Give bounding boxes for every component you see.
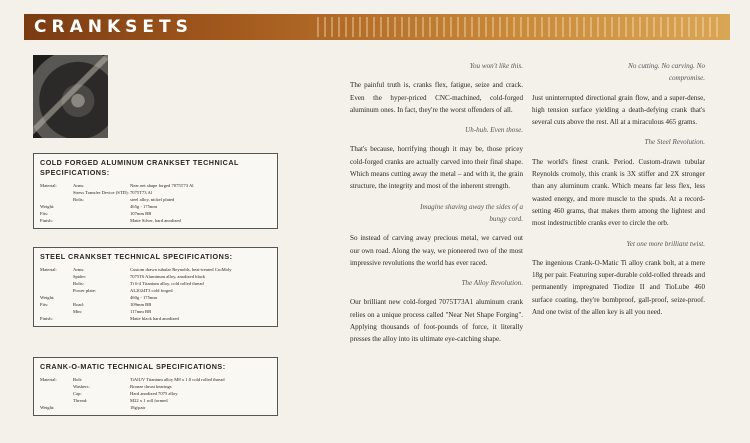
spec-cell: Road: xyxy=(73,302,84,307)
spec-cell xyxy=(73,315,130,322)
spec-cell: Matte Silver, hard anodized xyxy=(130,218,181,223)
spec-cell: Finish: xyxy=(40,316,53,321)
spec-cell xyxy=(73,404,130,411)
spec-cell: 107mm BB xyxy=(130,211,152,216)
spec-cell: Weight: xyxy=(40,405,55,410)
spec-cell: Ti 6-4 Titanium alloy, cold rolled thread xyxy=(130,281,204,286)
paragraph: The world's finest crank. Period. Custom-drawn tubular Reynolds cromoly, this crank is 3X stiffer and 2X stronger than any aluminum crank. Which means far less flex, less wasted energy, and more muscle to the spuds. At a record-setting 460 grams, that makes them among the lightest and most indestructible cranks ever to circle the orb. xyxy=(532,157,705,228)
spec-cell: 109mm BB xyxy=(130,302,152,307)
spec-title: COLD FORGED ALUMINUM CRANKSET TECHNICAL SPECIFICATIONS: xyxy=(40,158,239,177)
spec-cell: Bolts: xyxy=(73,281,84,286)
spec-cell: Finish: xyxy=(40,218,53,223)
spec-cell: 7075T6 Aluminum alloy, anodized black xyxy=(130,274,206,279)
spec-row xyxy=(40,196,271,203)
spec-cell: steel alloy, nickel plated xyxy=(130,197,175,202)
spec-row xyxy=(40,383,271,390)
crank-o-matic-spec-box xyxy=(33,357,278,416)
spec-cell xyxy=(40,196,73,203)
spec-cell: 460g - 175mm xyxy=(130,295,158,300)
spec-cell: Mtn: xyxy=(73,309,82,314)
spec-cell: Washers: xyxy=(73,384,90,389)
spec-cell: Material: xyxy=(40,267,57,272)
spec-row xyxy=(40,397,271,404)
spec-cell: 465g - 175mm xyxy=(130,204,158,209)
section-banner xyxy=(24,14,730,40)
spec-row xyxy=(40,280,271,287)
spec-cell xyxy=(40,383,73,390)
heading: Imagine shaving away the sides of a bungy cord. xyxy=(420,202,523,223)
paragraph: That's because, horrifying though it may be, those pricey cold-forged cranks are actually carved into their final shape. Which means cutting away the metal – and with it, the grain structure, the integrity and most of the inherent strength. xyxy=(350,145,523,191)
spec-row xyxy=(40,308,271,315)
heading: No cutting. No carving. No compromise. xyxy=(628,62,705,83)
spec-cell: Bolt: xyxy=(73,377,83,382)
spec-cell xyxy=(40,280,73,287)
spec-cell: Material: xyxy=(40,183,57,188)
text-column-2 xyxy=(532,60,705,326)
steel-crankset-spec-box xyxy=(33,247,278,327)
heading: Yet one more brilliant twist. xyxy=(626,239,705,248)
heading: The Steel Revolution. xyxy=(644,138,705,147)
spec-row xyxy=(40,266,271,273)
spec-cell: Thread: xyxy=(73,398,88,403)
spec-cell: TiAlUV Titanium alloy M8 x 1.0 cold rolled thread xyxy=(130,377,225,382)
paragraph: So instead of carving away precious metal, we carved out our own road. Along the way, we pioneered two of the most impressive revolutions the world has ever raced. xyxy=(350,234,523,267)
spec-row xyxy=(40,189,271,196)
spec-cell: 7075T73 Al xyxy=(130,190,153,195)
spec-cell: Weight: xyxy=(40,204,55,209)
spec-row xyxy=(40,404,271,411)
spec-cell: Fits: xyxy=(40,302,49,307)
spec-title: STEEL CRANKSET TECHNICAL SPECIFICATIONS: xyxy=(40,252,233,261)
spec-row xyxy=(40,203,271,210)
banner-stripes xyxy=(312,17,722,37)
spec-cell: Power plate: xyxy=(73,288,97,293)
spec-row xyxy=(40,315,271,322)
spec-cell xyxy=(73,217,130,224)
spec-cell xyxy=(40,273,73,280)
spec-cell: Bolts: xyxy=(73,197,84,202)
spec-cell: Material: xyxy=(40,377,57,382)
spec-cell: 117mm BB xyxy=(130,309,152,314)
spec-row xyxy=(40,210,271,217)
spec-row xyxy=(40,182,271,189)
spec-cell: Stress Transfer Device (STD): xyxy=(73,190,129,195)
spec-cell xyxy=(40,397,73,404)
spec-cell: Matte black hard anodized xyxy=(130,316,179,321)
paragraph: The ingenious Crank-O-Matic Ti alloy crank bolt, at a mere 18g per pair. Featuring super-durable cold-rolled threads and permanently impregnated Tiodize II and TioLube 460 surface coating, they're bombproof, gall-proof, seize-proof. And one twist of the allen key is all you need. xyxy=(532,258,705,317)
heading: The Alloy Revolution. xyxy=(461,279,523,288)
spec-cell: Near net shape forged 7075T73 Al xyxy=(130,183,194,188)
spec-cell xyxy=(73,294,130,301)
heading: Uh-huh. Even those. xyxy=(465,126,523,135)
aluminum-crankset-spec-box xyxy=(33,153,278,229)
spec-row xyxy=(40,287,271,294)
spec-cell: Fits: xyxy=(40,211,49,216)
paragraph: The painful truth is, cranks flex, fatigue, seize and crack. Even the hyper-priced CNC-machined, cold-forged aluminum ones. In fact, they're the worst offenders of all. xyxy=(350,81,523,114)
spec-cell: 18g/pair xyxy=(130,405,146,410)
spec-row xyxy=(40,294,271,301)
paragraph: Just uninterrupted directional grain flow, and a super-dense, high tension surface yielding a death-defying crank that's several cuts above the rest. All at a miraculous 465 grams. xyxy=(532,93,705,127)
crankset-photo xyxy=(33,55,108,138)
spec-row xyxy=(40,217,271,224)
spec-cell: Hard anodized 7075 alloy xyxy=(130,391,178,396)
spec-row xyxy=(40,390,271,397)
spec-cell xyxy=(73,210,130,217)
spec-row xyxy=(40,376,271,383)
spec-cell: Cap: xyxy=(73,391,82,396)
text-column-1 xyxy=(350,60,523,354)
section-title: CRANKSETS xyxy=(34,17,193,37)
spec-cell xyxy=(40,189,73,196)
spec-cell: Custom drawn tubular Reynolds, heat-treated CroMoly xyxy=(130,267,232,272)
spec-cell: AL2024T3 cold forged xyxy=(130,288,173,293)
spec-cell: M22 x 1 roll formed xyxy=(130,398,168,403)
spec-cell: Arms: xyxy=(73,183,85,188)
spec-title: CRANK-O-MATIC TECHNICAL SPECIFICATIONS: xyxy=(40,362,226,371)
spec-cell: Spider: xyxy=(73,274,87,279)
spec-cell: Arms: xyxy=(73,267,85,272)
spec-cell: Bronze thrust bearings xyxy=(130,384,172,389)
heading: You won't like this. xyxy=(469,62,523,70)
spec-cell xyxy=(40,287,73,294)
spec-cell: Weight: xyxy=(40,295,55,300)
spec-row xyxy=(40,301,271,308)
spec-cell xyxy=(40,308,73,315)
spec-cell xyxy=(73,203,130,210)
paragraph: Our brilliant new cold-forged 7075T73A1 aluminum crank relies on a unique process called "Near Net Shape Forging". Applying thousands of foot-pounds of force, it literally presses the alloy into its ultimate eye-catching shape. xyxy=(350,298,523,344)
spec-row xyxy=(40,273,271,280)
spec-cell xyxy=(40,390,73,397)
